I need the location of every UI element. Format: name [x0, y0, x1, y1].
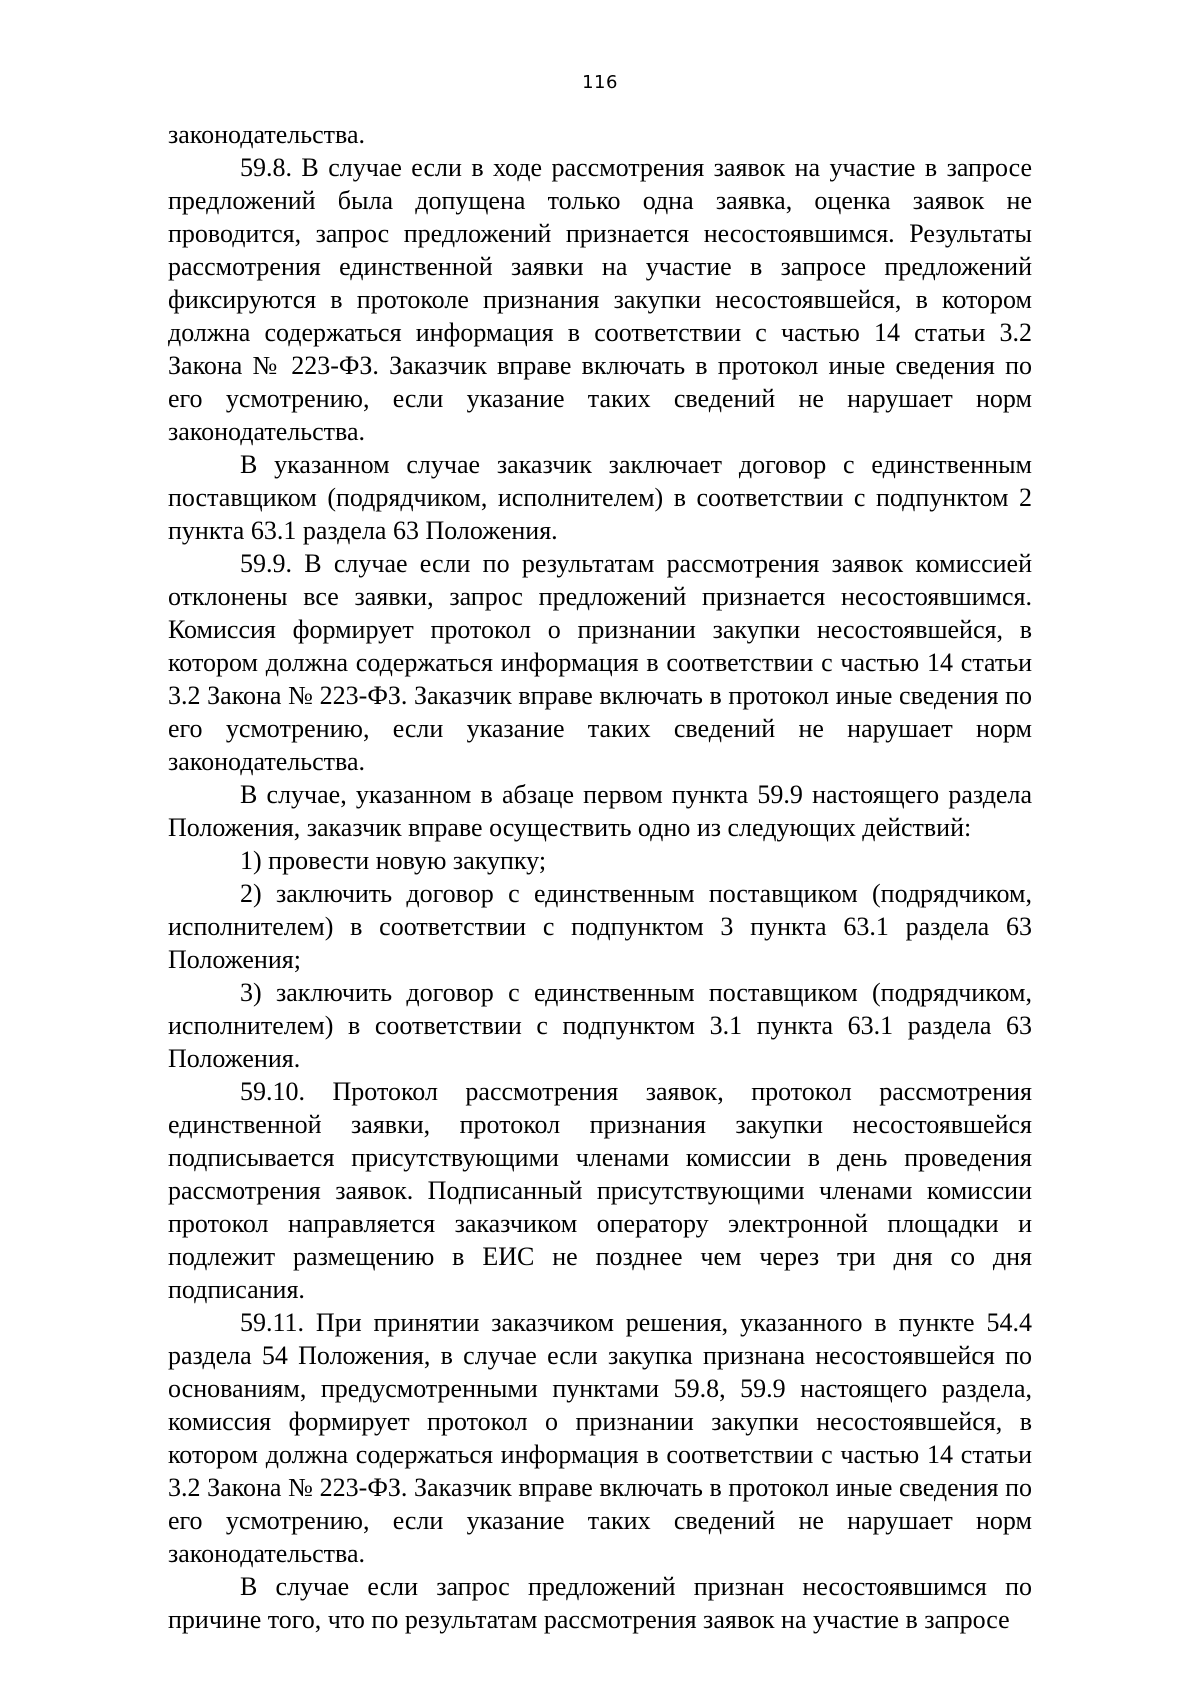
- paragraph-59-9-actions: В случае, указанном в абзаце первом пункта 59.9 настоящего раздела Положения, заказчик вправе осуществить одно из следующих действий:: [168, 780, 1032, 842]
- paragraph-59-10: 59.10. Протокол рассмотрения заявок, протокол рассмотрения единственной заявки, протокол признания закупки несостоявшейся подписывается присутствующими членами комиссии в день проведения рассмотрения заявок. Подписанный присутствующими членами комиссии протокол направляется заказчиком оператору электронной площадки и подлежит размещению в ЕИС не позднее чем через три дня со дня подписания.: [168, 1077, 1032, 1304]
- list-item-2: 2) заключить договор с единственным поставщиком (подрядчиком, исполнителем) в соответствии с подпунктом 3 пункта 63.1 раздела 63 Положения;: [168, 879, 1032, 974]
- paragraph-59-8: 59.8. В случае если в ходе рассмотрения заявок на участие в запросе предложений была допущена только одна заявка, оценка заявок не проводится, запрос предложений признается несостоявшимся. Результаты рассмотрения единственной заявки на участие в запросе предложений фиксируются в протоколе признания закупки несостоявшейся, в котором должна содержаться информация в соответствии с частью 14 статьи 3.2 Закона № 223-ФЗ. Заказчик вправе включать в протокол иные сведения по его усмотрению, если указание таких сведений не нарушает норм законодательства.: [168, 153, 1032, 446]
- paragraph-59-9: 59.9. В случае если по результатам рассмотрения заявок комиссией отклонены все заявки, запрос предложений признается несостоявшимся. Комиссия формирует протокол о признании закупки несостоявшейся, в котором должна содержаться информация в соответствии с частью 14 статьи 3.2 Закона № 223-ФЗ. Заказчик вправе включать в протокол иные сведения по его усмотрению, если указание таких сведений не нарушает норм законодательства.: [168, 549, 1032, 776]
- document-body: [168, 118, 1032, 1636]
- paragraph-59-11: 59.11. При принятии заказчиком решения, указанного в пункте 54.4 раздела 54 Положения, в случае если закупка признана несостоявшейся по основаниям, предусмотренными пунктами 59.8, 59.9 настоящего раздела, комиссия формирует протокол о признании закупки несостоявшейся, в котором должна содержаться информация в соответствии с частью 14 статьи 3.2 Закона № 223-ФЗ. Заказчик вправе включать в протокол иные сведения по его усмотрению, если указание таких сведений не нарушает норм законодательства.: [168, 1308, 1032, 1568]
- page-number: 116: [582, 72, 618, 93]
- list-item-3: 3) заключить договор с единственным поставщиком (подрядчиком, исполнителем) в соответствии с подпунктом 3.1 пункта 63.1 раздела 63 Положения.: [168, 978, 1032, 1073]
- list-item-1: 1) провести новую закупку;: [240, 846, 547, 875]
- paragraph-final: В случае если запрос предложений признан несостоявшимся по причине того, что по результатам рассмотрения заявок на участие в запросе: [168, 1572, 1032, 1634]
- paragraph-59-8-sole-supplier: В указанном случае заказчик заключает договор с единственным поставщиком (подрядчиком, исполнителем) в соответствии с подпунктом 2 пункта 63.1 раздела 63 Положения.: [168, 450, 1032, 545]
- paragraph-continuation: законодательства.: [168, 120, 365, 149]
